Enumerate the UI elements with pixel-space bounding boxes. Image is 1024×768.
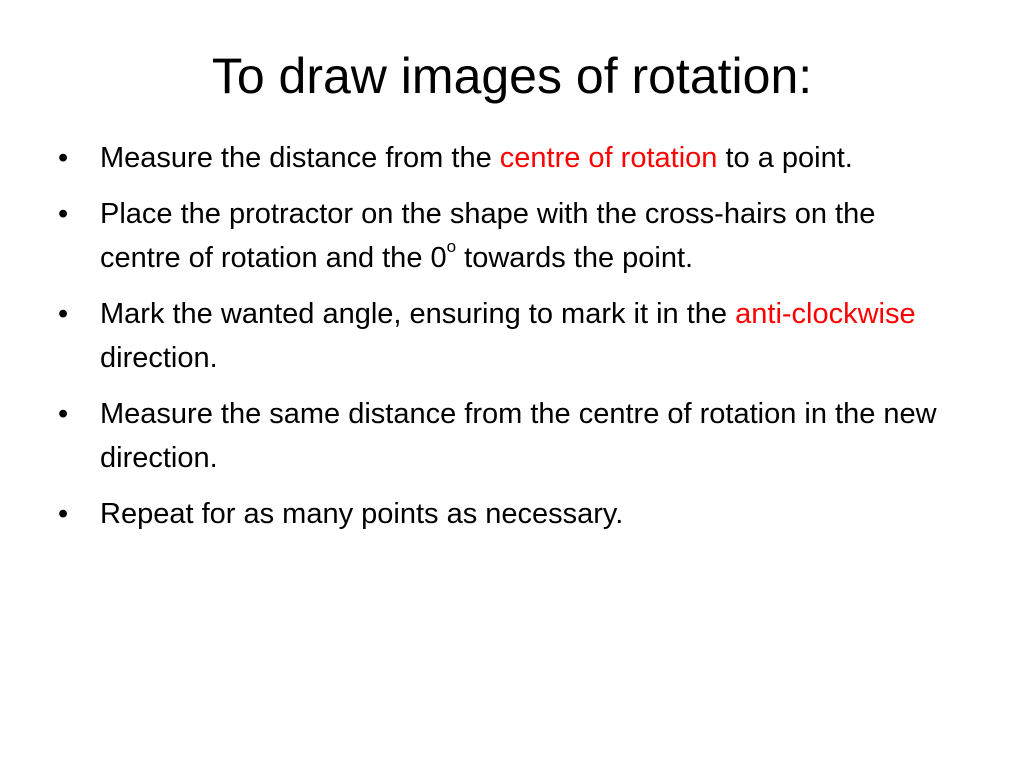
- bullet-icon: •: [58, 298, 69, 330]
- bullet-icon: •: [58, 398, 69, 430]
- bullet-text: Repeat for as many points as necessary.: [100, 498, 624, 530]
- slide-title: To draw images of rotation:: [211, 48, 813, 104]
- bullet-text: Mark the wanted angle, ensuring to mark it in the: [100, 298, 736, 330]
- bullet-icon: •: [58, 498, 69, 530]
- bullet-text: Measure the same distance from the centre of rotation in the new direction.: [100, 398, 937, 474]
- bullet-item-measure-same-distance: [56, 392, 956, 480]
- bullet-text: direction.: [100, 342, 218, 374]
- bullet-text: Measure the distance from the: [100, 142, 500, 174]
- bullet-list: [56, 136, 956, 548]
- bullet-item-place-protractor: [56, 192, 956, 280]
- bullet-item-mark-angle: [56, 292, 956, 380]
- bullet-text: to a point.: [717, 142, 853, 174]
- degree-superscript: o: [446, 237, 457, 257]
- bullet-item-measure-distance: [56, 136, 956, 180]
- highlight-centre-of-rotation: centre of rotation: [499, 142, 718, 174]
- bullet-item-repeat: [56, 492, 956, 536]
- bullet-text: Place the protractor on the shape with the cross-hairs on the centre of rotation and the 0: [100, 198, 876, 274]
- highlight-anti-clockwise: anti-clockwise: [735, 298, 916, 330]
- bullet-text: towards the point.: [456, 242, 694, 274]
- bullet-icon: •: [58, 142, 69, 174]
- bullet-icon: •: [58, 198, 69, 230]
